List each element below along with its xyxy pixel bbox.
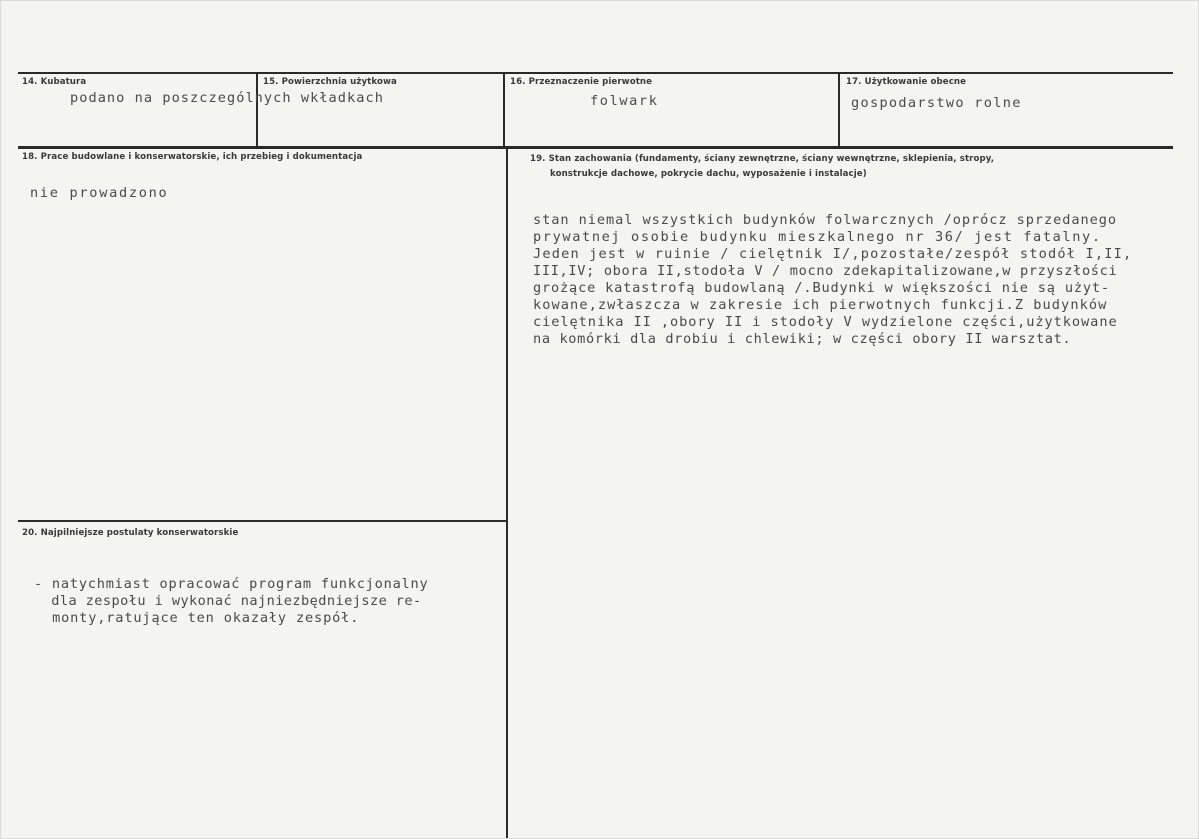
- field-17-label: 17. Użytkowanie obecne: [846, 77, 967, 87]
- field-20-label: 20. Najpilniejsze postulaty konserwatorskie: [22, 528, 239, 538]
- field-20-line-3: monty,ratujące ten okazały zespół.: [34, 610, 360, 626]
- field-19-line-2: prywatnej osobie budynku mieszkalnego nr 36/ jest fatalny.: [533, 229, 1102, 245]
- field-19-line-6: kowane,zwłaszcza w zakresie ich pierwotnych funkcji.Z budynków: [533, 297, 1108, 313]
- field-19-label-line2: konstrukcje dachowe, pokrycie dachu, wyposażenie i instalacje): [550, 169, 867, 179]
- row-divider: [18, 146, 1173, 149]
- divider-18-20: [18, 520, 506, 522]
- field-19-line-1: stan niemal wszystkich budynków folwarcznych /oprócz sprzedanego: [533, 212, 1117, 228]
- field-14-value: podano na poszczególnych wkładkach: [70, 90, 384, 106]
- divider-15-16: [503, 73, 505, 147]
- divider-16-17: [838, 73, 840, 147]
- field-19-label-line1: 19. Stan zachowania (fundamenty, ściany zewnętrzne, ściany wewnętrzne, sklepienia, stropy,: [530, 154, 995, 164]
- field-19-line-5: grożące katastrofą budowlaną /.Budynki w większości nie są użyt-: [533, 280, 1110, 296]
- field-18-label: 18. Prace budowlane i konserwatorskie, ich przebieg i dokumentacja: [22, 152, 363, 162]
- divider-14-15: [256, 73, 258, 147]
- field-15-label: 15. Powierzchnia użytkowa: [263, 77, 397, 87]
- field-16-label: 16. Przeznaczenie pierwotne: [510, 77, 653, 87]
- field-19-line-8: na komórki dla drobiu i chlewiki; w części obory II warsztat.: [533, 331, 1072, 347]
- field-16-value: folwark: [590, 93, 659, 109]
- divider-left-right: [506, 148, 508, 838]
- field-19-line-3: Jeden jest w ruinie / cielętnik I/,pozostałe/zespół stodół I,II,: [533, 246, 1133, 262]
- field-20-line-1: - natychmiast opracować program funkcjonalny: [34, 576, 429, 592]
- field-20-line-2: dla zespołu i wykonać najniezbędniejsze re-: [34, 593, 422, 609]
- field-18-value: nie prowadzono: [30, 185, 169, 201]
- top-rule: [18, 72, 1173, 74]
- field-19-line-7: cielętnika II ,obory II i stodoły V wydzielone części,użytkowane: [533, 314, 1118, 330]
- field-17-value: gospodarstwo rolne: [851, 95, 1022, 111]
- field-19-line-4: III,IV; obora II,stodoła V / mocno zdekapitalizowane,w przyszłości: [533, 263, 1118, 279]
- field-14-label: 14. Kubatura: [22, 77, 87, 87]
